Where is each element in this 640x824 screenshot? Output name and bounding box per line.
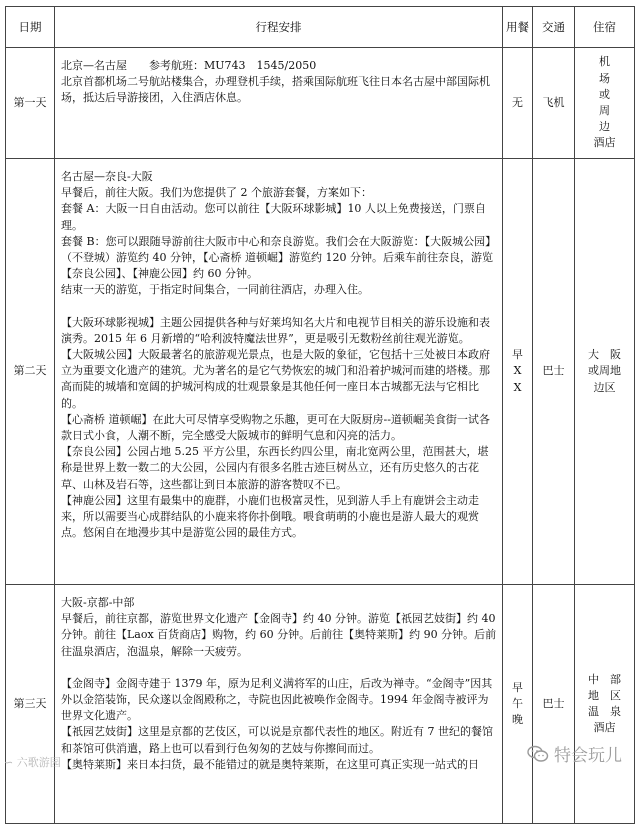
itinerary-paragraph: 早餐后，前往大阪。我们为您提供了 2 个旅游套餐，方案如下： xyxy=(61,186,372,200)
lodging-line: 或周地 xyxy=(588,364,621,378)
transport-cell: 飞机 xyxy=(533,48,575,159)
spacer xyxy=(61,299,497,315)
attraction-paragraph: 【心斋桥 道顿崛】在此大可尽情享受购物之乐趣，更可在大阪厨房--道顿崛美食街一试各款日式小食，人潮不断，完全感受大阪城市的鲜明气息和闪亮的活力。 xyxy=(61,412,490,443)
lodging-line: 大 阪 xyxy=(588,348,621,362)
attraction-paragraph: 【祇园艺妓街】这里是京都的艺伎区，可以说是京都代表性的地区。附近有 7 世纪的餐馆和茶馆可供消遣，路上也可以看到行色匆匆的艺妓与你擦间而过。 xyxy=(61,725,493,755)
lodging-cell xyxy=(575,48,635,159)
header-row xyxy=(6,7,635,48)
lodging-line: 地 区 xyxy=(588,688,621,702)
lodging-line: 或 xyxy=(599,87,610,101)
watermark-right xyxy=(527,741,622,766)
itinerary-paragraph: 套餐 A：大阪一日自由活动。您可以前往【大阪环球影城】10 人以上免费接送，门票自理。 xyxy=(61,202,486,232)
lodging-line: 周 xyxy=(599,104,610,117)
transport-cell: 巴士 xyxy=(533,159,575,585)
itinerary-paragraph: 早餐后，前往京都，游览世界文化遗产【金阁寺】约 40 分钟。游览【祇园艺妓街】约 40 分钟。前往【Laox 百货商店】购物，约 60 分钟。后前往【奥特莱斯】约 90 分钟。后前往温泉酒店，泡温泉，解除一天疲劳。 xyxy=(61,612,497,658)
attraction-paragraph: 【金阁寺】金阁寺建于 1379 年，原为足利义满将军的山庄，后改为禅寺。“金阁寺”因其外以金箔装饰，民众遂以金阁殿称之，寺院也因此被唤作金阁寺。1994 年金阁寺被评为世界文化遗产。 xyxy=(61,676,493,723)
attraction-paragraph: 【大阪环球影视城】主题公园提供各种与好莱坞知名大片和电视节目相关的游乐设施和表演秀。2015 年 6 月新增的“哈利波特魔法世界”，更是吸引无数粉丝前往观光游览。 xyxy=(61,315,490,345)
watermark-right-text: 特会玩儿 xyxy=(554,746,622,766)
lodging-line: 酒店 xyxy=(593,721,616,735)
header-transport: 交通 xyxy=(533,7,575,48)
day-itinerary xyxy=(55,585,503,824)
header-lodging: 住宿 xyxy=(575,7,635,48)
header-itinerary: 行程安排 xyxy=(55,7,503,48)
meal-cell xyxy=(503,585,533,824)
transport-cell: 巴士 xyxy=(533,585,575,824)
lodging-line: 酒店 xyxy=(593,136,616,150)
meal-line: 早 xyxy=(512,680,523,694)
itinerary-paragraph: 套餐 B：您可以跟随导游前往大阪市中心和奈良游览。我们会在大阪游览：【大阪城公园】（不登城）游览约 40 分钟，【心斋桥 道顿崛】游览约 120 分钟。后乘车前往奈良，游览【奈良公园】、【神鹿公园】约 60 分钟。 xyxy=(61,234,497,281)
itinerary-paragraph: 北京首都机场二号航站楼集合，办理登机手续，搭乘国际航班飞往日本名古屋中部国际机场，抵达后导游接团，入住酒店休息。 xyxy=(61,75,490,105)
watermark-logo-icon: ∽ xyxy=(4,756,14,769)
lodging-cell xyxy=(575,159,635,585)
route-title: 大阪-京都-中部 xyxy=(61,596,135,609)
day-label: 第一天 xyxy=(6,48,55,159)
meal-cell xyxy=(503,159,533,585)
day-label: 第三天 xyxy=(6,585,55,824)
header-date: 日期 xyxy=(6,7,55,48)
watermark-left-text: 六歌游园 xyxy=(16,756,61,769)
day-row-3 xyxy=(6,585,635,824)
attraction-paragraph: 【大阪城公园】大阪最著名的旅游观光景点，也是大阪的象征，它包括十三处被日本政府立为重要文化遗产的建筑。尤为著名的是它气势恢宏的城门和沿着护城河而建的塔楼。那高而陡的城墙和宽阔的护城河构成的壮观景象是其他任何一座日本古城都无法与它相比的。 xyxy=(61,348,490,410)
route-title: 北京—名古屋 参考航班：MU743 1545/2050 xyxy=(61,59,317,72)
header-meals: 用餐 xyxy=(503,7,533,48)
day-row-1 xyxy=(6,48,635,159)
attraction-paragraph: 【奥特莱斯】来日本扫货，最不能错过的就是奥特莱斯，在这里可真正实现一站式的日 xyxy=(61,757,479,771)
wechat-icon xyxy=(527,745,549,763)
lodging-cell xyxy=(575,585,635,824)
lodging-line: 温 泉 xyxy=(588,705,621,718)
lodging-line: 边区 xyxy=(593,380,616,394)
meal-line: X xyxy=(513,380,522,394)
lodging-line: 边 xyxy=(599,120,610,134)
route-title: 名古屋—奈良-大阪 xyxy=(61,170,153,183)
meal-line: 午 xyxy=(512,696,523,710)
meal-line: X xyxy=(513,364,522,378)
lodging-line: 机 xyxy=(599,55,610,69)
meal-line: 早 xyxy=(512,348,523,362)
watermark-left xyxy=(4,754,61,770)
day-itinerary xyxy=(55,48,503,159)
itinerary-paragraph: 结束一天的游览，于指定时间集合，一同前往酒店，办理入住。 xyxy=(61,283,369,297)
meal-cell: 无 xyxy=(503,48,533,159)
lodging-line: 场 xyxy=(599,71,610,85)
spacer xyxy=(61,660,497,676)
attraction-paragraph: 【奈良公园】公园占地 5.25 平方公里，东西长约四公里，南北宽两公里，范围甚大，堪称是世界上数一数二的大公园，公园内有很多名胜古迹巨树丛立，还有历史悠久的古花草、山林及岩石等，这些都让到日本旅游的游客赞叹不已。 xyxy=(61,445,489,491)
lodging-line: 中 部 xyxy=(588,672,621,686)
day-itinerary xyxy=(55,159,503,585)
day-label: 第二天 xyxy=(6,159,55,585)
day-row-2 xyxy=(6,159,635,585)
meal-line: 晚 xyxy=(512,713,523,727)
attraction-paragraph: 【神鹿公园】这里有最集中的鹿群，小鹿们也极富灵性，见到游人手上有鹿饼会主动走来，所以需要当心成群结队的小鹿来将你扑倒哦。喂食萌萌的小鹿也是游人最大的观赏点。悠闲自在地漫步其中是游览公园的最佳方式。 xyxy=(61,493,479,540)
itinerary-table xyxy=(5,6,635,824)
